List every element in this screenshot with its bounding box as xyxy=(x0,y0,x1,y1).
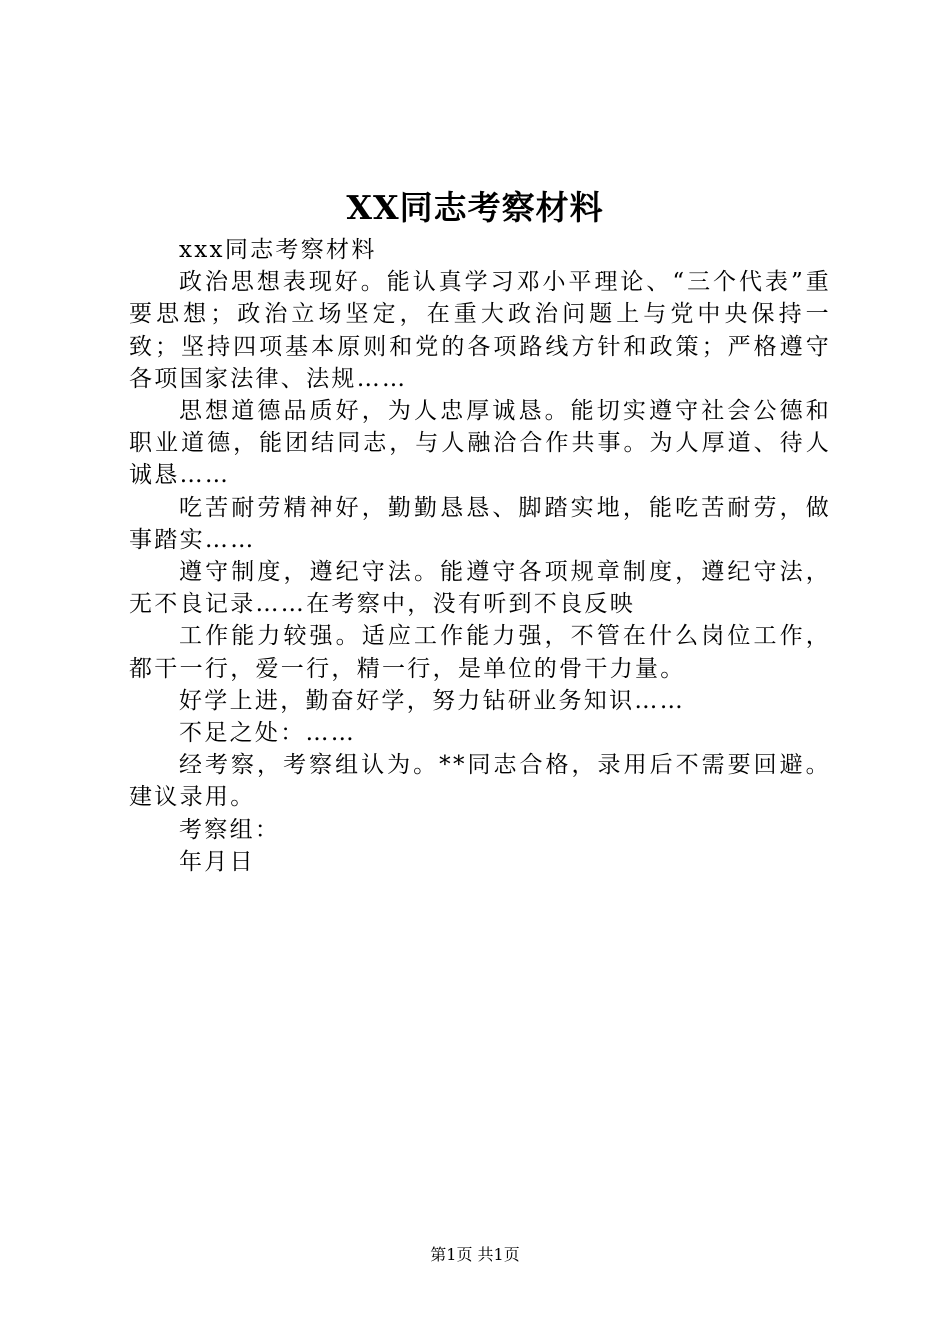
document-body xyxy=(129,234,831,878)
paragraph-inspection-group: 考察组： xyxy=(179,816,281,843)
paragraph-studious: 好学上进，勤奋好学，努力钻研业务知识…… xyxy=(179,687,685,714)
paragraph-discipline: 遵守制度，遵纪守法。能遵守各项规章制度，遵纪守法，无不良记录……在考察中，没有听到不良反映 xyxy=(129,559,831,618)
paragraph-hardworking: 吃苦耐劳精神好，勤勤恳恳、脚踏实地，能吃苦耐劳，做事踏实…… xyxy=(129,494,831,553)
paragraph-shortcomings: 不足之处：…… xyxy=(179,720,357,747)
paragraph-date: 年月日 xyxy=(179,848,255,875)
page-footer: 第1页 共1页 xyxy=(430,1245,520,1264)
paragraph-moral-character: 思想道德品质好，为人忠厚诚恳。能切实遵守社会公德和职业道德，能团结同志，与人融洽合作共事。为人厚道、待人诚恳…… xyxy=(129,398,831,489)
paragraph-work-ability: 工作能力较强。适应工作能力强，不管在什么岗位工作，都干一行，爱一行，精一行，是单位的骨干力量。 xyxy=(129,623,831,682)
paragraph-conclusion: 经考察，考察组认为。**同志合格，录用后不需要回避。建议录用。 xyxy=(129,752,831,811)
document-title: XX同志考察材料 xyxy=(346,188,604,227)
paragraph-subtitle: xxx同志考察材料 xyxy=(179,237,377,263)
paragraph-political-thought: 政治思想表现好。能认真学习邓小平理论、“三个代表”重要思想；政治立场坚定，在重大政治问题上与党中央保持一致；坚持四项基本原则和党的各项路线方针和政策；严格遵守各项国家法律、法规…… xyxy=(129,269,831,392)
